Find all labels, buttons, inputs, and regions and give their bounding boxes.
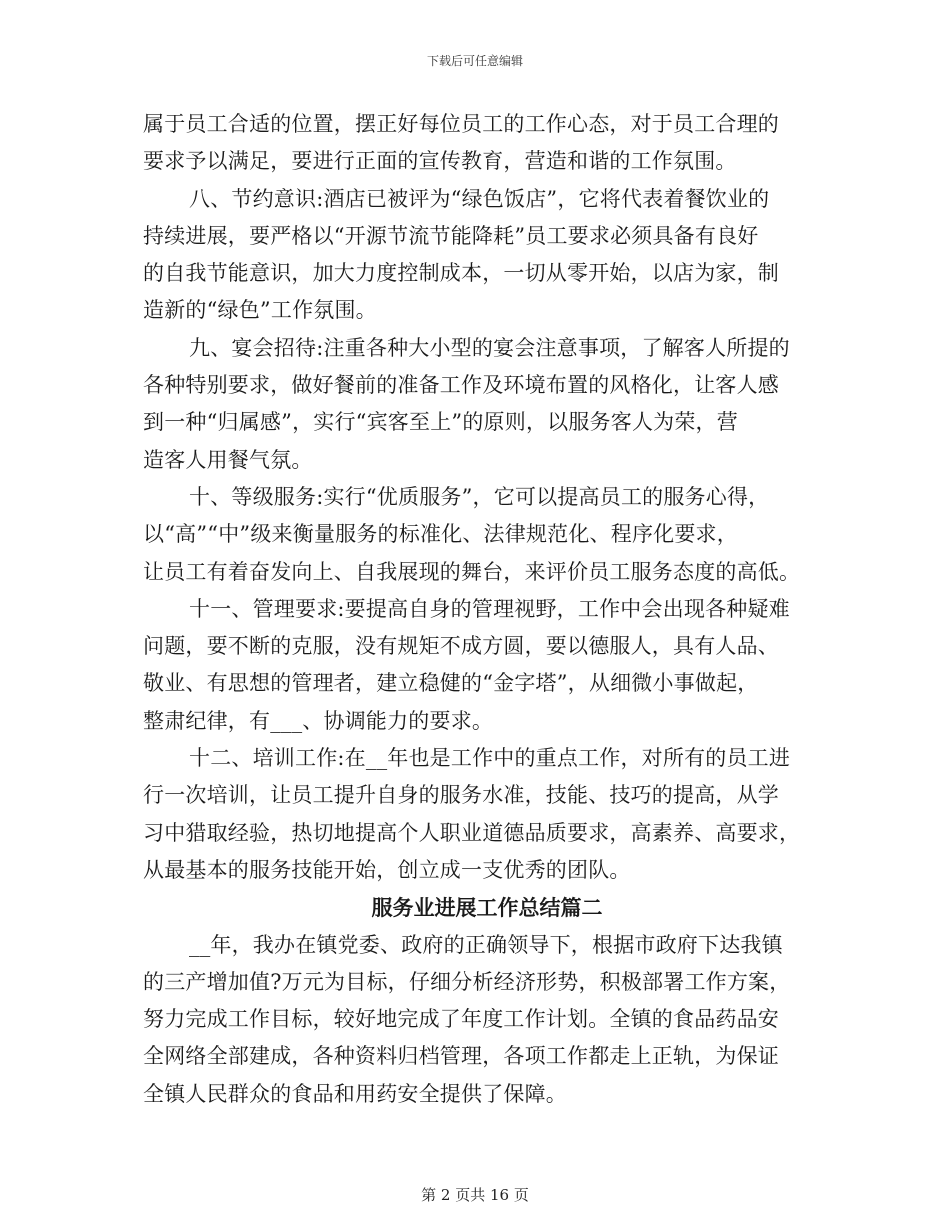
- text-line: 全网络全部建成，各种资料归档管理，各项工作都走上正轨，为保证: [143, 1044, 779, 1069]
- text-line: 要求予以满足，要进行正面的宣传教育，营造和谐的工作氛围。: [143, 149, 737, 174]
- text-line: 的自我节能意识，加大力度控制成本，一切从零开始，以店为家，制: [143, 261, 779, 286]
- text-line: 造新的“绿色”工作氛围。: [143, 298, 377, 323]
- text-line: 造客人用餐气氛。: [143, 447, 313, 472]
- text-line: 以“高”“中”级来衡量服务的标准化、法律规范化、程序化要求，: [143, 522, 738, 547]
- paragraph-start-line: __年，我办在镇党委、政府的正确领导下，根据市政府下达我镇: [189, 932, 783, 957]
- text-line: 让员工有着奋发向上、自我展现的舞台，来评价员工服务态度的高低。: [143, 559, 801, 584]
- paragraph-start-line: 十二、培训工作:在__年也是工作中的重点工作，对所有的员工进: [189, 746, 791, 771]
- document-body: [143, 106, 811, 1113]
- text-line: 习中猎取经验，热切地提高个人职业道德品质要求，高素养、高要求，: [143, 820, 801, 845]
- paragraph-start-line: 十一、管理要求:要提高自身的管理视野，工作中会出现各种疑难: [189, 596, 790, 621]
- paragraph-start-line: 九、宴会招待:注重各种大小型的宴会注意事项，了解客人所提的: [189, 335, 790, 360]
- text-line: 行一次培训，让员工提升自身的服务水准，技能、技巧的提高，从学: [143, 783, 779, 808]
- text-line: 从最基本的服务技能开始，创立成一支优秀的团队。: [143, 857, 631, 882]
- page-number: 第 2 页共 16 页: [421, 1186, 529, 1204]
- text-line: 敬业、有思想的管理者，建立稳健的“金字塔”，从细微小事做起，: [143, 671, 759, 696]
- text-line: 全镇人民群众的食品和用药安全提供了保障。: [143, 1081, 567, 1106]
- paragraph-start-line: 十、等级服务:实行“优质服务”，它可以提高员工的服务心得，: [189, 484, 770, 509]
- text-line: 问题，要不断的克服，没有规矩不成方圆，要以德服人，具有人品、: [143, 634, 779, 659]
- text-line: 努力完成工作目标，较好地完成了年度工作计划。全镇的食品药品安: [143, 1007, 779, 1032]
- page-header: 下载后可任意编辑: [426, 54, 523, 68]
- text-line: 的三产增加值?万元为目标，仔细分析经济形势，积极部署工作方案，: [143, 969, 791, 994]
- text-line: 到一种“归属感”，实行“宾客至上”的原则，以服务客人为荣，营: [143, 410, 738, 435]
- section-heading: 服务业进展工作总结篇二: [371, 895, 603, 921]
- text-line: 整肃纪律，有___、协调能力的要求。: [143, 708, 494, 733]
- text-line: 持续进展，要严格以“开源节流节能降耗”员工要求必须具备有良好: [143, 223, 759, 248]
- text-line: 各种特别要求，做好餐前的准备工作及环境布置的风格化，让客人感: [143, 373, 779, 398]
- paragraph-start-line: 八、节约意识:酒店已被评为“绿色饭店”，它将代表着餐饮业的: [189, 186, 770, 211]
- text-line: 属于员工合适的位置，摆正好每位员工的工作心态，对于员工合理的: [143, 112, 779, 136]
